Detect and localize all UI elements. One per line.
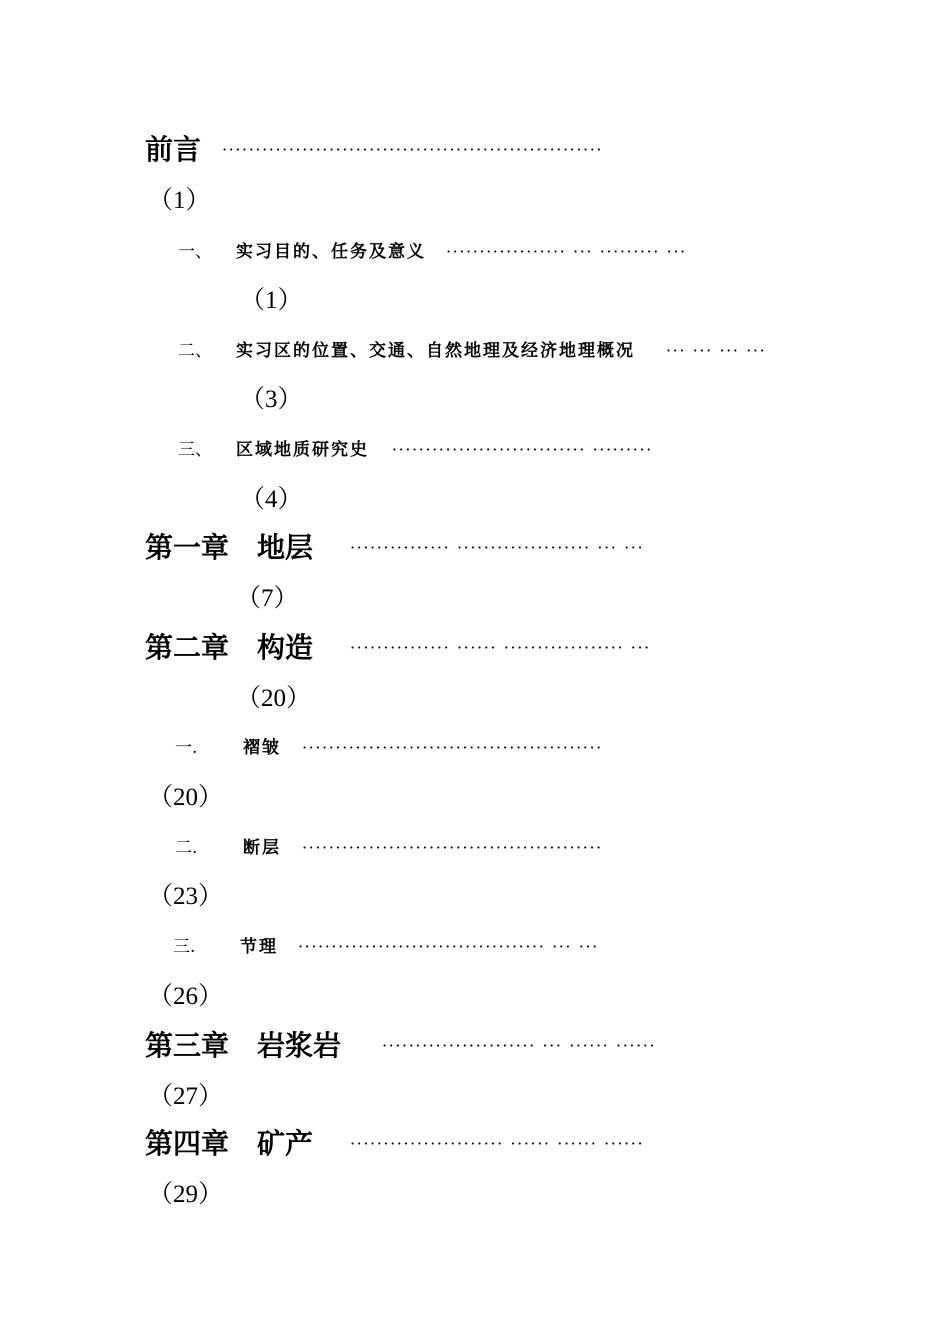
toc-item-number: 二.	[175, 838, 198, 858]
toc-item-number: 三.	[173, 937, 196, 957]
toc-item-number: 一.	[175, 738, 198, 758]
toc-page-preface-2	[0, 381, 950, 421]
toc-entry-chapter-4[interactable]	[0, 1124, 950, 1164]
toc-page-preface-3	[0, 481, 950, 521]
toc-leader: ·············································	[302, 840, 603, 856]
toc-entry-chapter-3[interactable]	[0, 1026, 950, 1066]
toc-leader: ······················· ······ ······ ······	[350, 1136, 645, 1152]
toc-entry-preface-2[interactable]	[0, 333, 950, 373]
toc-page-preface-1	[0, 282, 950, 322]
toc-page-chapter-4	[0, 1176, 950, 1216]
toc-page-number: （7）	[236, 585, 299, 612]
toc-entry-chapter-2-2[interactable]	[0, 830, 950, 870]
toc-entry-preface-1[interactable]	[0, 234, 950, 274]
toc-title: 前言	[145, 133, 202, 166]
toc-page-chapter-1	[0, 580, 950, 620]
toc-page-chapter-2-2	[0, 878, 950, 918]
toc-item-number: 三、	[178, 440, 212, 460]
toc-page-number: （20）	[236, 685, 312, 712]
toc-entry-chapter-2-3[interactable]	[0, 929, 950, 969]
toc-leader: ·················· ··· ········· ···	[446, 244, 687, 260]
toc-leader: ·············································	[302, 740, 603, 756]
toc-page-number: （27）	[148, 1083, 224, 1110]
toc-leader: ····························· ·········	[392, 442, 653, 458]
toc-page-number: （23）	[148, 883, 224, 910]
toc-leader: ··············· ······ ·················· ···	[350, 640, 651, 656]
toc-page-number: （3）	[240, 386, 303, 413]
toc-page-number: （4）	[240, 486, 303, 513]
toc-page-number: （1）	[240, 287, 303, 314]
toc-leader: ··· ··· ··· ···	[666, 343, 767, 359]
toc-leader: ····································· ··· ···	[298, 939, 599, 955]
toc-entry-preface[interactable]	[0, 130, 950, 170]
toc-page-chapter-2-3	[0, 978, 950, 1018]
toc-entry-chapter-2-1[interactable]	[0, 730, 950, 770]
toc-entry-chapter-1[interactable]	[0, 528, 950, 568]
toc-title: 第三章 岩浆岩	[145, 1029, 342, 1062]
toc-title: 实习目的、任务及意义	[236, 242, 426, 262]
toc-item-number: 一、	[178, 242, 212, 262]
toc-title: 第二章 构造	[145, 631, 314, 664]
toc-leader: ·························································	[222, 142, 604, 158]
toc-page-chapter-2	[0, 680, 950, 720]
toc-title: 节理	[240, 937, 278, 957]
toc-title: 第一章 地层	[145, 531, 314, 564]
toc-title: 第四章 矿产	[145, 1127, 314, 1160]
toc-title: 实习区的位置、交通、自然地理及经济地理概况	[236, 341, 635, 361]
toc-leader: ······················· ··· ······ ······	[382, 1038, 657, 1054]
toc-item-number: 二、	[178, 341, 212, 361]
toc-page-chapter-2-1	[0, 779, 950, 819]
toc-page-number: （1）	[148, 187, 211, 214]
toc-entry-chapter-2[interactable]	[0, 628, 950, 668]
toc-page-number: （29）	[148, 1181, 224, 1208]
toc-page-preface	[0, 182, 950, 222]
toc-page-number: （20）	[148, 784, 224, 811]
toc-entry-preface-3[interactable]	[0, 432, 950, 472]
toc-page-chapter-3	[0, 1078, 950, 1118]
toc-leader: ··············· ···················· ··· ···	[350, 540, 645, 556]
toc-title: 褶皱	[243, 738, 281, 758]
toc-page-number: （26）	[148, 983, 224, 1010]
toc-title: 区域地质研究史	[236, 440, 369, 460]
toc-title: 断层	[243, 838, 281, 858]
